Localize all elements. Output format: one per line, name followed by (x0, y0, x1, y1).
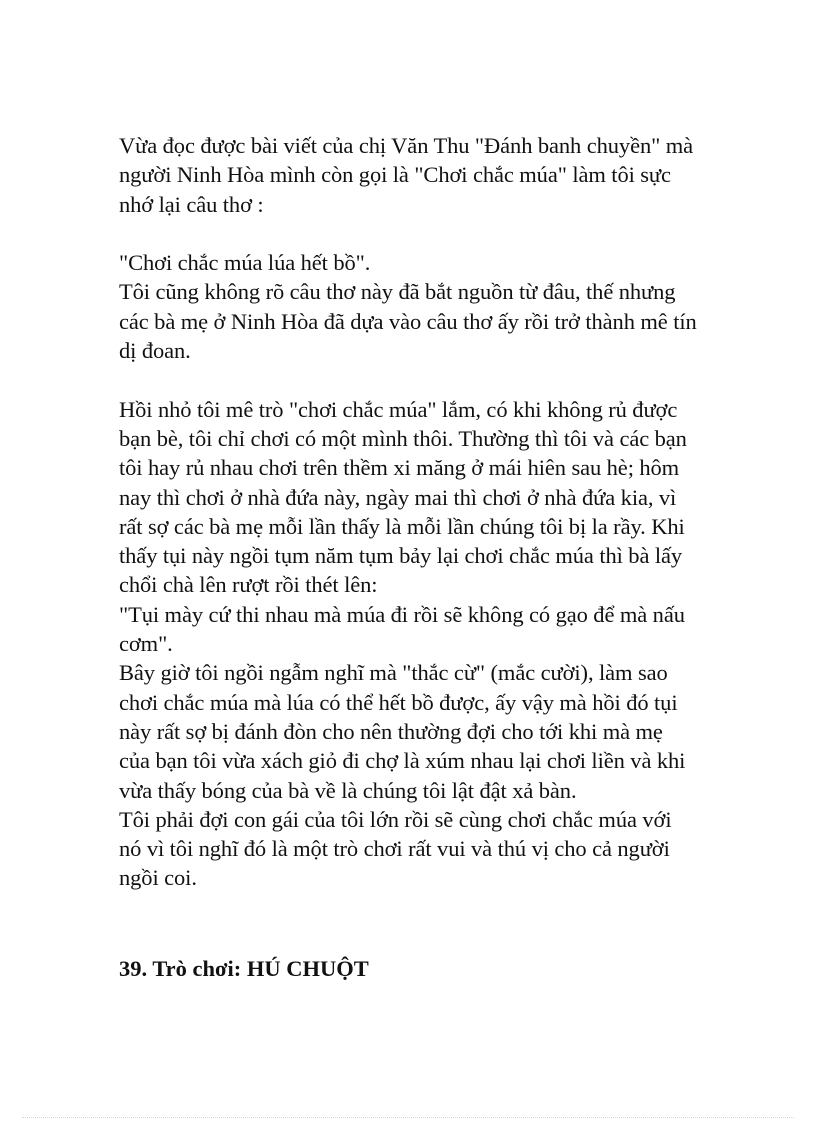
text-line: vừa thấy bóng của bà về là chúng tôi lật đật xả bàn. (119, 777, 577, 803)
text-line: chổi chà lên rượt rồi thét lên: (119, 572, 378, 598)
text-line: thấy tụi này ngồi tụm năm tụm bảy lại chơi chắc múa thì bà lấy (119, 543, 683, 569)
paragraph-3 (119, 395, 759, 893)
paragraph-1 (119, 131, 759, 219)
text-line: bạn bè, tôi chỉ chơi có một mình thôi. Thường thì tôi và các bạn (119, 425, 687, 451)
text-line: dị đoan. (119, 338, 191, 364)
paragraph-2 (119, 248, 759, 365)
text-line: Bây giờ tôi ngồi ngẫm nghĩ mà "thắc cừ" (mắc cười), làm sao (119, 660, 668, 686)
text-line: Tôi cũng không rõ câu thơ này đã bắt nguồn từ đâu, thế nhưng (119, 279, 676, 305)
text-line: người Ninh Hòa mình còn gọi là "Chơi chắc múa" làm tôi sực (119, 162, 671, 188)
text-line: "Tụi mày cứ thi nhau mà múa đi rồi sẽ không có gạo để mà nấu (119, 601, 685, 627)
text-line: Hồi nhỏ tôi mê trò "chơi chắc múa" lắm, có khi không rủ được (119, 396, 678, 422)
text-line: "Chơi chắc múa lúa hết bồ". (119, 250, 371, 276)
text-line: nay thì chơi ở nhà đứa này, ngày mai thì chơi ở nhà đứa kia, vì (119, 484, 677, 510)
text-line: tôi hay rủ nhau chơi trên thềm xi măng ở mái hiên sau hè; hôm (119, 455, 680, 481)
text-line: ngồi coi. (119, 865, 197, 891)
text-line: Vừa đọc được bài viết của chị Văn Thu "Đánh banh chuyền" mà (119, 133, 694, 158)
text-line: rất sợ các bà mẹ mỗi lần thấy là mỗi lần chúng tôi bị la rầy. Khi (119, 513, 685, 539)
text-line: các bà mẹ ở Ninh Hòa đã dựa vào câu thơ ấy rồi trở thành mê tín (119, 308, 697, 334)
text-line: cơm". (119, 631, 173, 657)
text-line: nhớ lại câu thơ : (119, 191, 264, 217)
paragraph-gap (119, 365, 759, 394)
paragraph-gap (119, 219, 759, 248)
text-line: này rất sợ bị đánh đòn cho nên thường đợi cho tới khi mà mẹ (119, 718, 663, 744)
section-heading: 39. Trò chơi: HÚ CHUỘT (119, 956, 369, 981)
text-line: Tôi phải đợi con gái của tôi lớn rồi sẽ cùng chơi chắc múa với (119, 806, 672, 832)
text-line: chơi chắc múa mà lúa có thể hết bồ được, ấy vậy mà hồi đó tụi (119, 689, 678, 715)
page-bottom-divider (22, 1117, 794, 1118)
text-line: của bạn tôi vừa xách giỏ đi chợ là xúm nhau lại chơi liền và khi (119, 748, 686, 774)
document-body (119, 131, 759, 893)
text-line: nó vì tôi nghĩ đó là một trò chơi rất vui và thú vị cho cả người (119, 836, 670, 862)
